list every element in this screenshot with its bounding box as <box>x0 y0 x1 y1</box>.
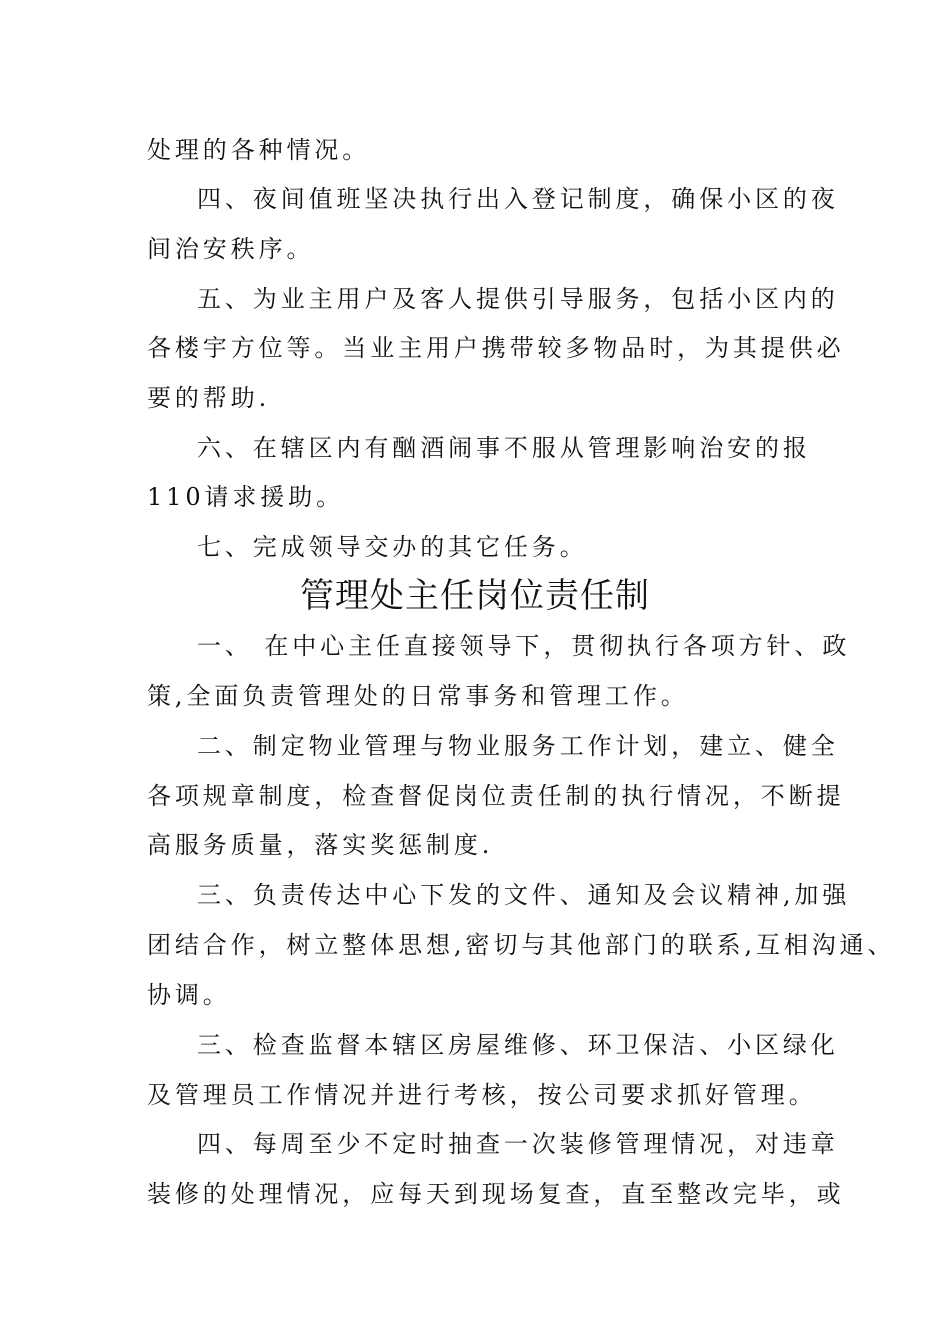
text-line: 策,全面负责管理处的日常事务和管理工作。 <box>147 682 689 710</box>
text-line: 110请求援助。 <box>147 483 345 511</box>
text-line: 团结合作，树立整体思想,密切与其他部门的联系,互相沟通、 <box>147 931 896 959</box>
paragraph-three-line: 三、负责传达中心下发的文件、通知及会议精神,加强 <box>197 881 851 909</box>
text-line: 协调。 <box>147 981 231 1009</box>
section-title: 管理处主任岗位责任制 <box>300 576 650 616</box>
paragraph-seven-line: 七、完成领导交办的其它任务。 <box>197 533 588 561</box>
text-line: 各楼宇方位等。当业主用户携带较多物品时，为其提供必 <box>147 334 845 362</box>
text-line: 要的帮助. <box>147 384 271 412</box>
paragraph-five-line: 五、为业主用户及客人提供引导服务，包括小区内的 <box>197 285 839 313</box>
text-line: 装修的处理情况，应每天到现场复查，直至整改完毕，或 <box>147 1180 845 1208</box>
paragraph-four-second-line: 四、每周至少不定时抽查一次装修管理情况，对违章 <box>197 1130 839 1158</box>
paragraph-two-line: 二、制定物业管理与物业服务工作计划，建立、健全 <box>197 732 839 760</box>
paragraph-six-line: 六、在辖区内有酗酒闹事不服从管理影响治安的报 <box>197 434 811 462</box>
paragraph-one-line: 一、 在中心主任直接领导下，贯彻执行各项方针、政 <box>197 632 851 660</box>
paragraph-four-line: 四、夜间值班坚决执行出入登记制度，确保小区的夜 <box>197 185 839 213</box>
text-line: 高服务质量，落实奖惩制度. <box>147 831 494 859</box>
text-line: 及管理员工作情况并进行考核，按公司要求抓好管理。 <box>147 1081 817 1109</box>
text-line: 各项规章制度，检查督促岗位责任制的执行情况，不断提 <box>147 782 845 810</box>
paragraph-three-second-line: 三、检查监督本辖区房屋维修、环卫保洁、小区绿化 <box>197 1031 839 1059</box>
text-line: 处理的各种情况。 <box>147 136 371 164</box>
text-line: 间治安秩序。 <box>147 235 315 263</box>
